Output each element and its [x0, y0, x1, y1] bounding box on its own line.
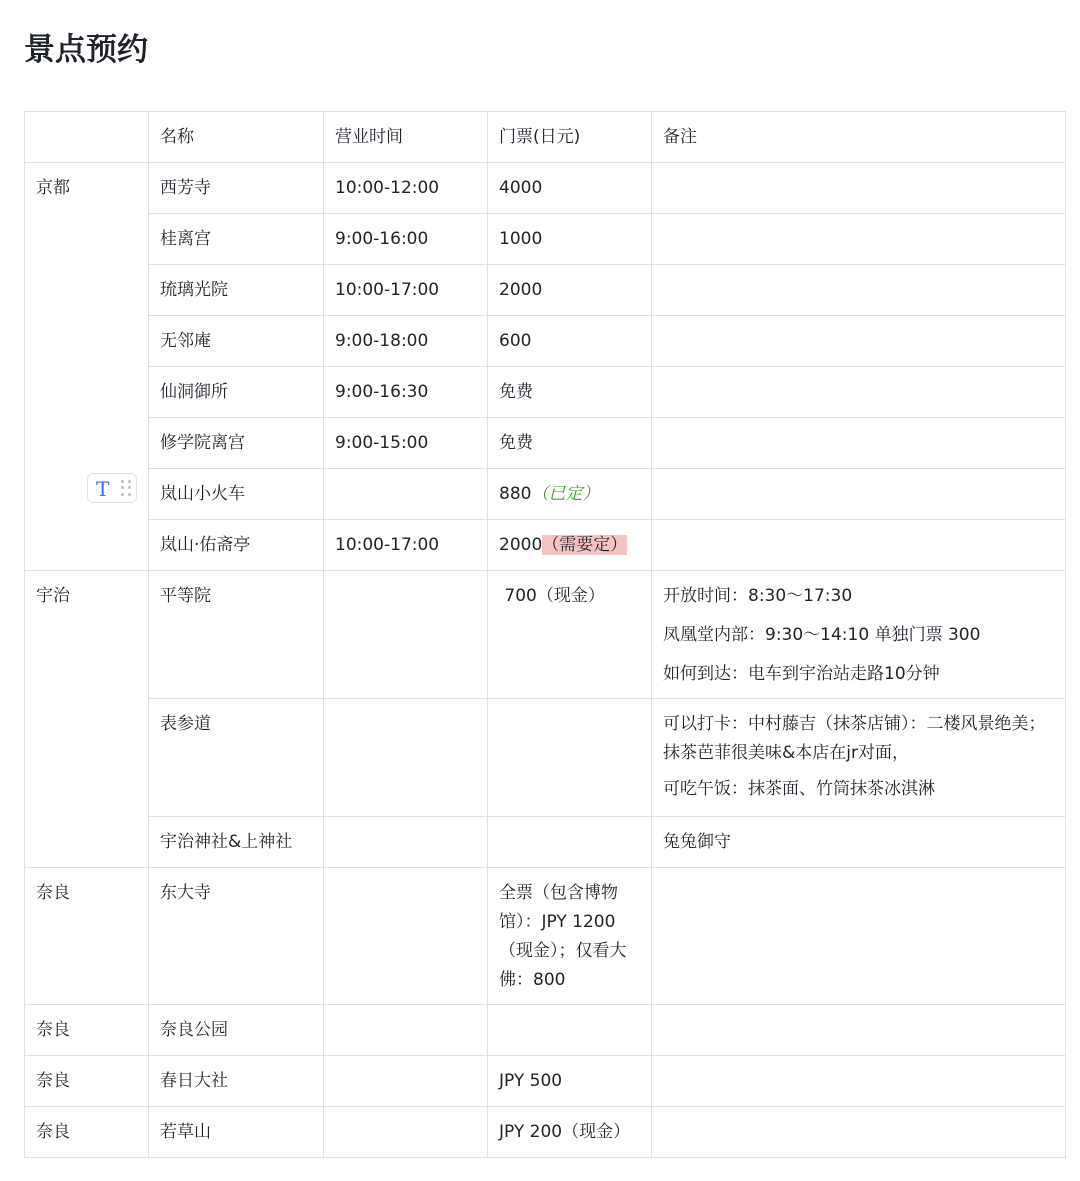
notes-cell[interactable]: [652, 367, 1066, 418]
table-row: [25, 1107, 1066, 1158]
notes-cell[interactable]: [652, 817, 1066, 868]
page-title: 景点预约: [24, 32, 148, 68]
table-row: [25, 571, 1066, 699]
hours-cell[interactable]: 9:00-15:00: [324, 418, 488, 469]
notes-cell[interactable]: [652, 571, 1066, 699]
ticket-value: 全票（包含博物馆）：JPY 1200（现金）；仅看大佛：800: [499, 883, 627, 990]
notes-cell[interactable]: [652, 316, 1066, 367]
table-row: [25, 817, 1066, 868]
name-cell[interactable]: 表参道: [149, 699, 324, 817]
header-cell-region[interactable]: [25, 112, 149, 163]
header-cell-name[interactable]: 名称: [149, 112, 324, 163]
hours-cell[interactable]: [324, 817, 488, 868]
region-cell[interactable]: 奈良: [25, 1107, 149, 1158]
notes-cell[interactable]: [652, 469, 1066, 520]
region-cell[interactable]: 京都: [25, 163, 149, 571]
drag-handle-icon[interactable]: [121, 480, 131, 496]
name-cell[interactable]: 若草山: [149, 1107, 324, 1158]
table-row: [25, 316, 1066, 367]
notes-cell[interactable]: [652, 1005, 1066, 1056]
ticket-cell[interactable]: JPY 500: [488, 1056, 652, 1107]
note-line: 可以打卡：中村藤吉（抹茶店铺）：二楼风景绝美；抹茶芭菲很美味&本店在jr对面，: [663, 714, 1046, 763]
table-row: [25, 1005, 1066, 1056]
ticket-cell[interactable]: JPY 200（现金）: [488, 1107, 652, 1158]
text-type-icon[interactable]: T: [96, 477, 110, 501]
ticket-value: 880: [499, 484, 532, 504]
name-cell[interactable]: 西芳寺: [149, 163, 324, 214]
name-cell[interactable]: 修学院离宫: [149, 418, 324, 469]
header-cell-hours[interactable]: 营业时间: [324, 112, 488, 163]
region-cell[interactable]: 奈良: [25, 1005, 149, 1056]
note-line: 兔兔御守: [663, 832, 731, 852]
name-cell[interactable]: 桂离宫: [149, 214, 324, 265]
hours-cell[interactable]: 9:00-16:30: [324, 367, 488, 418]
hours-cell[interactable]: 10:00-17:00: [324, 520, 488, 571]
attractions-table: [24, 111, 1066, 1158]
ticket-cell[interactable]: [488, 699, 652, 817]
note-line: 凤凰堂内部：9:30～14:10 单独门票 300: [663, 625, 981, 645]
hours-cell[interactable]: [324, 699, 488, 817]
region-cell[interactable]: 宇治: [25, 571, 149, 868]
row-tool-button[interactable]: [87, 473, 137, 503]
notes-cell[interactable]: [652, 868, 1066, 1005]
booked-tag: （已定）: [531, 484, 600, 504]
ticket-cell[interactable]: 4000: [488, 163, 652, 214]
table-row: [25, 699, 1066, 817]
name-cell[interactable]: 奈良公园: [149, 1005, 324, 1056]
hours-cell[interactable]: 10:00-12:00: [324, 163, 488, 214]
table-header-row: [25, 112, 1066, 163]
notes-cell[interactable]: [652, 163, 1066, 214]
name-cell[interactable]: 宇治神社&上神社: [149, 817, 324, 868]
table-row: [25, 418, 1066, 469]
region-cell[interactable]: 奈良: [25, 1056, 149, 1107]
hours-cell[interactable]: [324, 868, 488, 1005]
ticket-cell[interactable]: [488, 868, 652, 1005]
table-row: [25, 469, 1066, 520]
table-row: [25, 868, 1066, 1005]
header-cell-ticket[interactable]: 门票(日元): [488, 112, 652, 163]
ticket-value: 2000: [499, 535, 543, 555]
ticket-cell[interactable]: 2000: [488, 265, 652, 316]
ticket-value: 700（现金）: [499, 586, 605, 606]
ticket-cell[interactable]: 免费: [488, 418, 652, 469]
needs-booking-tag: （需要定）: [542, 535, 628, 555]
hours-cell[interactable]: [324, 1107, 488, 1158]
ticket-cell[interactable]: [488, 469, 652, 520]
table-row: [25, 163, 1066, 214]
name-cell[interactable]: 春日大社: [149, 1056, 324, 1107]
name-cell[interactable]: 东大寺: [149, 868, 324, 1005]
hours-cell[interactable]: 9:00-16:00: [324, 214, 488, 265]
name-cell[interactable]: 岚山小火车: [149, 469, 324, 520]
name-cell[interactable]: 岚山·佑斋亭: [149, 520, 324, 571]
table-row: [25, 214, 1066, 265]
note-line: 开放时间：8:30～17:30: [663, 586, 853, 606]
name-cell[interactable]: 仙洞御所: [149, 367, 324, 418]
ticket-cell[interactable]: [488, 571, 652, 699]
ticket-cell[interactable]: 1000: [488, 214, 652, 265]
table-row: [25, 367, 1066, 418]
notes-cell[interactable]: [652, 520, 1066, 571]
notes-cell[interactable]: [652, 214, 1066, 265]
table-row: [25, 265, 1066, 316]
name-cell[interactable]: 无邻庵: [149, 316, 324, 367]
table-row: [25, 520, 1066, 571]
hours-cell[interactable]: [324, 571, 488, 699]
notes-cell[interactable]: [652, 1056, 1066, 1107]
hours-cell[interactable]: [324, 1056, 488, 1107]
note-line: 如何到达：电车到宇治站走路10分钟: [663, 664, 940, 684]
ticket-cell[interactable]: 免费: [488, 367, 652, 418]
note-line: 可吃午饭：抹茶面、竹筒抹茶冰淇淋: [663, 779, 935, 799]
region-cell[interactable]: 奈良: [25, 868, 149, 1005]
notes-cell[interactable]: [652, 418, 1066, 469]
header-cell-notes[interactable]: 备注: [652, 112, 1066, 163]
notes-cell[interactable]: [652, 265, 1066, 316]
ticket-cell[interactable]: [488, 520, 652, 571]
hours-cell[interactable]: 10:00-17:00: [324, 265, 488, 316]
ticket-cell[interactable]: [488, 1005, 652, 1056]
ticket-cell[interactable]: 600: [488, 316, 652, 367]
notes-cell[interactable]: [652, 1107, 1066, 1158]
hours-cell[interactable]: [324, 1005, 488, 1056]
notes-cell[interactable]: [652, 699, 1066, 817]
name-cell[interactable]: 琉璃光院: [149, 265, 324, 316]
hours-cell[interactable]: [324, 469, 488, 520]
name-cell[interactable]: 平等院: [149, 571, 324, 699]
table-row: [25, 1056, 1066, 1107]
hours-cell[interactable]: 9:00-18:00: [324, 316, 488, 367]
ticket-cell[interactable]: [488, 817, 652, 868]
